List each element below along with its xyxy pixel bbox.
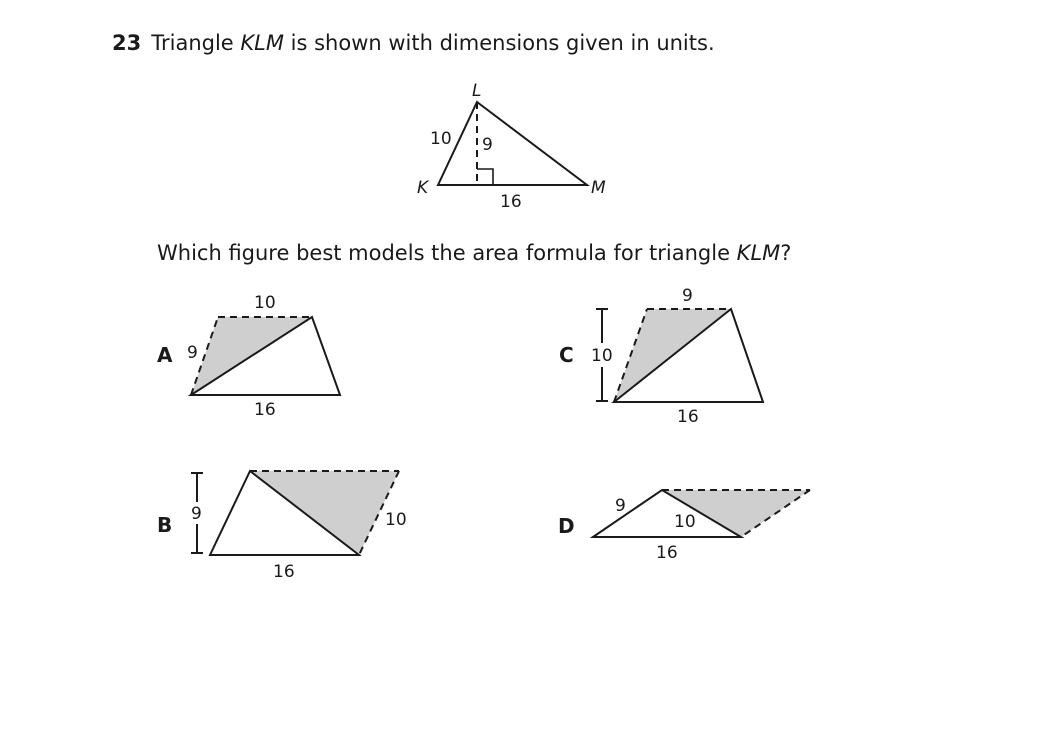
option-a[interactable] <box>157 293 340 420</box>
prompt-end: ? <box>780 241 792 265</box>
option-b-right-label: 10 <box>385 510 407 530</box>
option-d-middle-label: 10 <box>674 512 696 532</box>
question-stem-triangle-name: KLM <box>240 31 284 55</box>
height-label: 9 <box>482 135 493 155</box>
option-a-base-label: 16 <box>254 400 276 420</box>
option-b-base-label: 16 <box>273 562 295 582</box>
option-d-letter: D <box>558 514 575 538</box>
option-c-letter: C <box>559 343 574 367</box>
option-d-base-label: 16 <box>656 543 678 563</box>
option-c-base-label: 16 <box>677 407 699 427</box>
option-b-height-label: 9 <box>191 504 202 524</box>
option-b[interactable] <box>157 471 407 582</box>
vertex-label-l: L <box>472 81 482 101</box>
prompt-start: Which figure best models the area formula for triangle <box>157 241 737 265</box>
option-c-height-label: 10 <box>591 346 613 366</box>
option-c[interactable] <box>559 286 763 427</box>
option-d[interactable] <box>558 490 810 563</box>
option-b-shaded-region <box>250 471 399 555</box>
option-a-left-label: 9 <box>187 343 198 363</box>
question-stem-start: Triangle <box>151 31 241 55</box>
option-d-left-label: 9 <box>615 496 626 516</box>
vertex-label-m: M <box>591 178 606 198</box>
prompt-triangle-name: KLM <box>736 241 781 265</box>
vertex-label-k: K <box>417 178 429 198</box>
option-b-letter: B <box>157 513 173 537</box>
option-a-top-label: 10 <box>254 293 276 313</box>
side-label-kl: 10 <box>430 129 452 149</box>
option-a-letter: A <box>157 343 173 367</box>
question-stem-end: is shown with dimensions given in units. <box>283 31 715 55</box>
option-c-top-label: 9 <box>682 286 693 306</box>
base-label: 16 <box>500 192 522 212</box>
question-number: 23 <box>112 31 142 55</box>
